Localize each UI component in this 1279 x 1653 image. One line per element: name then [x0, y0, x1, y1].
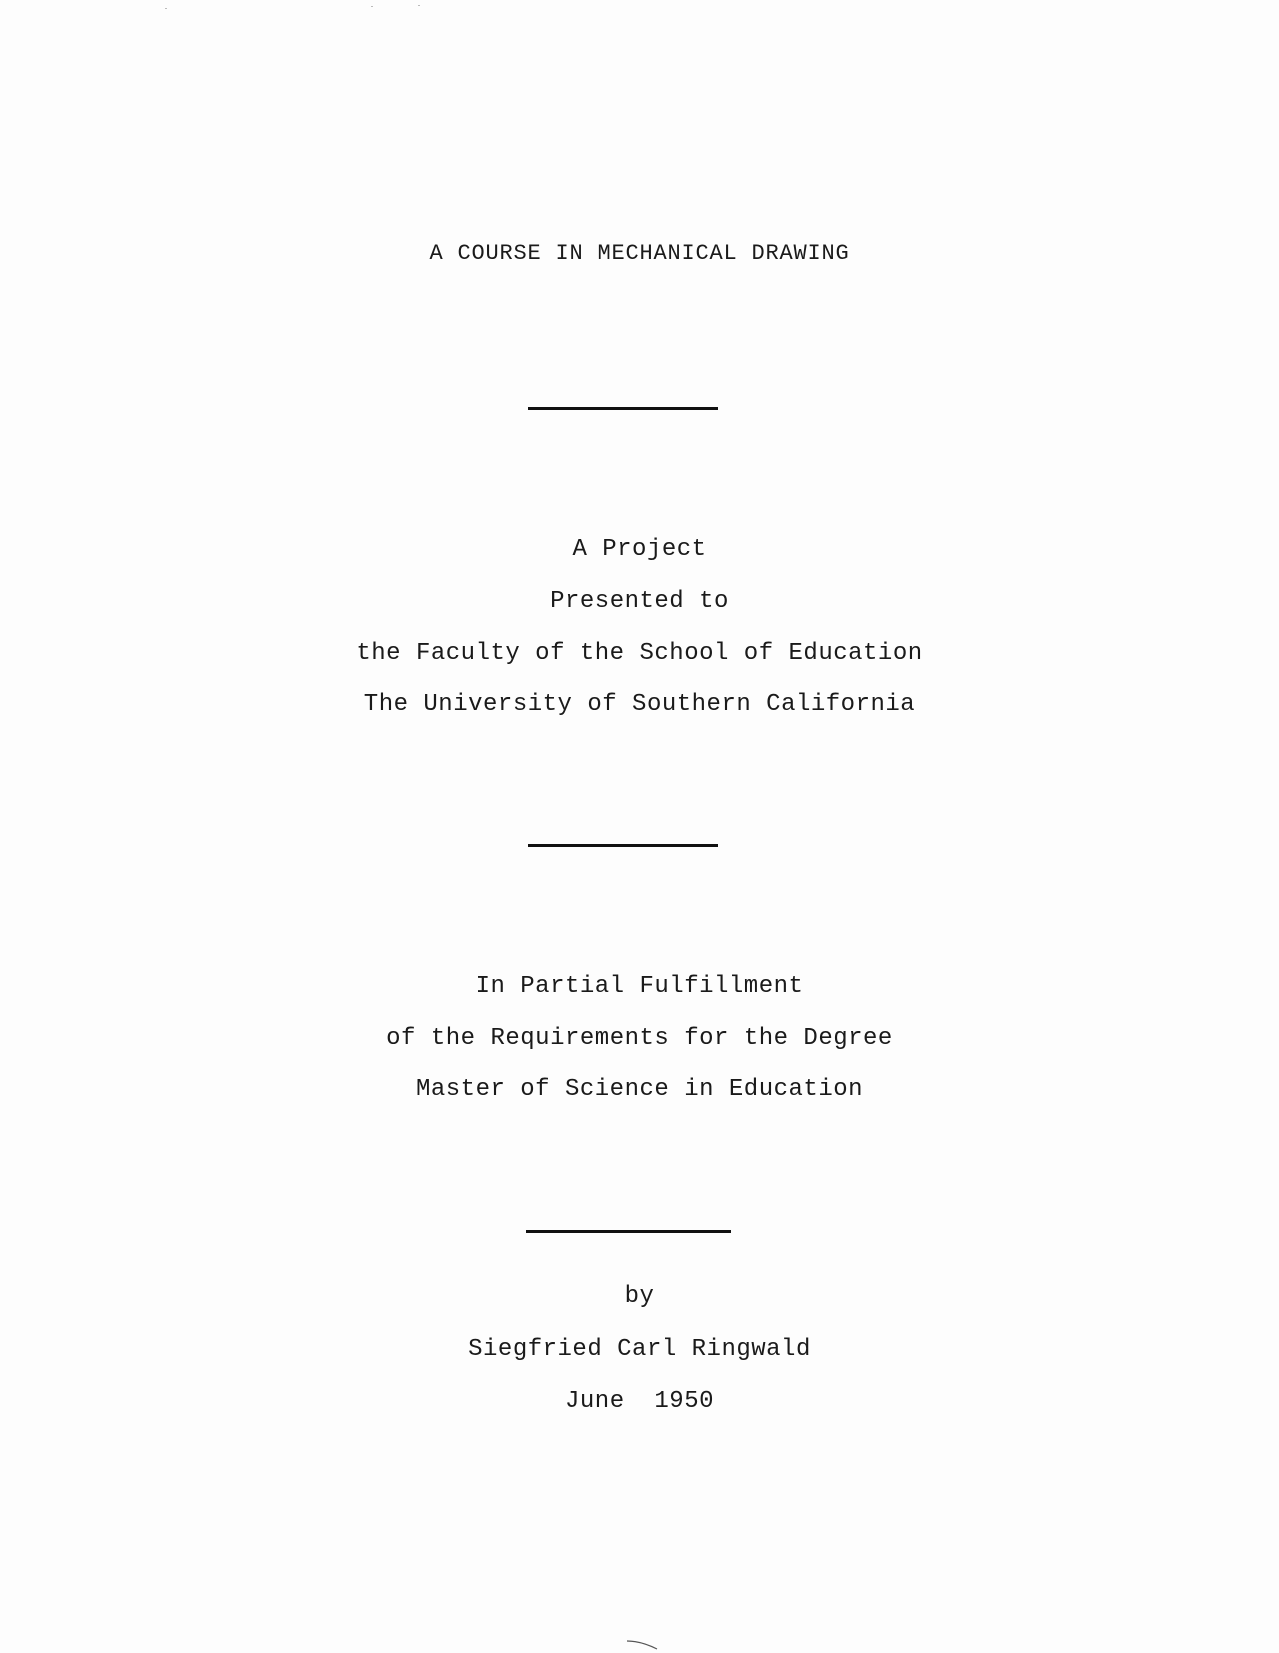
- divider-rule-2: [528, 844, 718, 847]
- degree-line: Master of Science in Education: [415, 1076, 864, 1103]
- scan-speck: [371, 6, 373, 7]
- scan-speck: [165, 8, 167, 9]
- partial-fulfillment-line: In Partial Fulfillment: [475, 973, 804, 1000]
- divider-rule-1: [528, 407, 718, 410]
- scan-speck: [418, 5, 420, 6]
- scan-mark: [625, 1638, 661, 1652]
- requirements-line: of the Requirements for the Degree: [386, 1025, 893, 1052]
- project-line: A Project: [572, 536, 707, 563]
- university-line: The University of Southern California: [363, 691, 916, 718]
- by-line: by: [624, 1283, 655, 1310]
- divider-rule-3: [526, 1230, 731, 1233]
- author-name: Siegfried Carl Ringwald: [468, 1336, 811, 1363]
- faculty-line: the Faculty of the School of Education: [356, 640, 923, 667]
- presented-to-line: Presented to: [550, 588, 729, 615]
- document-title: A COURSE IN MECHANICAL DRAWING: [429, 241, 850, 266]
- date-line: June 1950: [564, 1388, 715, 1415]
